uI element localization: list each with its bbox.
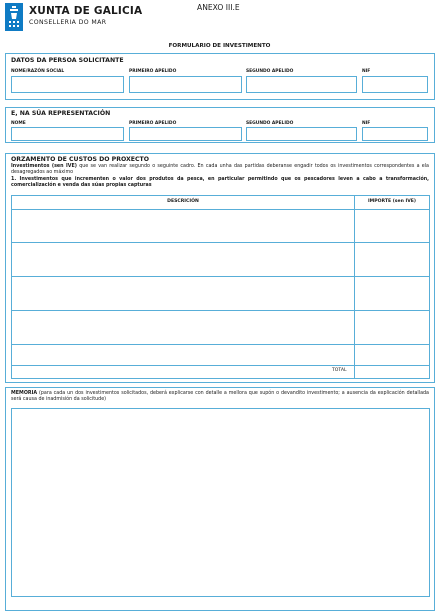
applicant-second-surname-field[interactable] [246,76,357,93]
galicia-shield-icon [5,3,23,31]
row-2-amount-cell[interactable] [355,243,429,276]
representative-section [5,107,435,143]
row-5-amount-cell[interactable] [355,345,429,365]
row-4-description-cell[interactable] [13,311,353,344]
row-1-amount-cell[interactable] [355,210,429,242]
applicant-first-surname-label: PRIMEIRO APELIDO [129,69,177,74]
total-label: TOTAL [332,368,347,373]
applicant-name-label: NOME/RAZÓN SOCIAL [11,69,65,74]
annex-label: ANEXO III.E [197,3,240,12]
representative-second-surname-field[interactable] [246,127,357,141]
representative-second-surname-label: SEGUNDO APELIDO [246,121,294,126]
form-title: FORMULARIO DE INVESTIMENTO [168,43,271,49]
budget-table [11,195,430,379]
row-2-description-cell[interactable] [13,243,353,276]
representative-name-label: NOME [11,121,26,126]
memory-section [5,387,435,611]
applicant-section [5,53,435,100]
description-column-header: DESCRICIÓN [167,199,199,204]
row-5-description-cell[interactable] [13,345,353,365]
row-3-description-cell[interactable] [13,277,353,310]
budget-intro-bold: Investimentos (sen IVE) [11,164,77,169]
applicant-section-title: DATOS DA PERSOA SOLICITANTE [11,57,124,64]
budget-intro-text: que se van realizar segundo o seguinte cadro. En cada unha das partidas deberanse engadir todos os investimentos correspondentes a ela desagregados ao máximo [11,164,429,176]
row-4-amount-cell[interactable] [355,311,429,344]
row-1-description-cell[interactable] [13,210,353,242]
row-3-amount-cell[interactable] [355,277,429,310]
representative-section-title: E, NA SÚA REPRESENTACIÓN [11,110,111,117]
memory-instructions [11,391,429,404]
applicant-nif-field[interactable] [362,76,428,93]
applicant-first-surname-field[interactable] [129,76,242,93]
budget-instructions [11,164,429,177]
representative-first-surname-label: PRIMEIRO APELIDO [129,121,177,126]
amount-column-header: IMPORTE (sen IVE) [367,199,417,204]
budget-item-1: 1. Investimentos que incrementen o valor dos produtos da pesca, en particular permitindo que os pescadores leven a cabo a transformación, comercialización e venda das súas propias capturas [11,177,429,189]
memory-title: MEMORIA [11,391,38,396]
applicant-name-field[interactable] [11,76,124,93]
total-amount-cell[interactable] [355,366,429,378]
applicant-second-surname-label: SEGUNDO APELIDO [246,69,294,74]
applicant-nif-label: NIF [362,69,371,74]
brand-department: CONSELLERIA DO MAR [29,19,107,26]
representative-name-field[interactable] [11,127,124,141]
memory-instructions-text: (para cada un dos investimentos solicitados, deberá explicarse con detalle a mellora que supón o devandito investimento; a ausencia da explicación detallada será causa de inadmisión da solicitude) [11,391,429,403]
brand-name: XUNTA DE GALICIA [29,5,143,17]
budget-section [5,153,435,383]
representative-nif-label: NIF [362,121,371,126]
representative-first-surname-field[interactable] [129,127,242,141]
representative-nif-field[interactable] [362,127,428,141]
budget-section-title: ORZAMENTO DE CUSTOS DO PROXECTO [11,156,150,163]
memory-text-area[interactable] [11,408,430,597]
page-header [0,0,439,40]
